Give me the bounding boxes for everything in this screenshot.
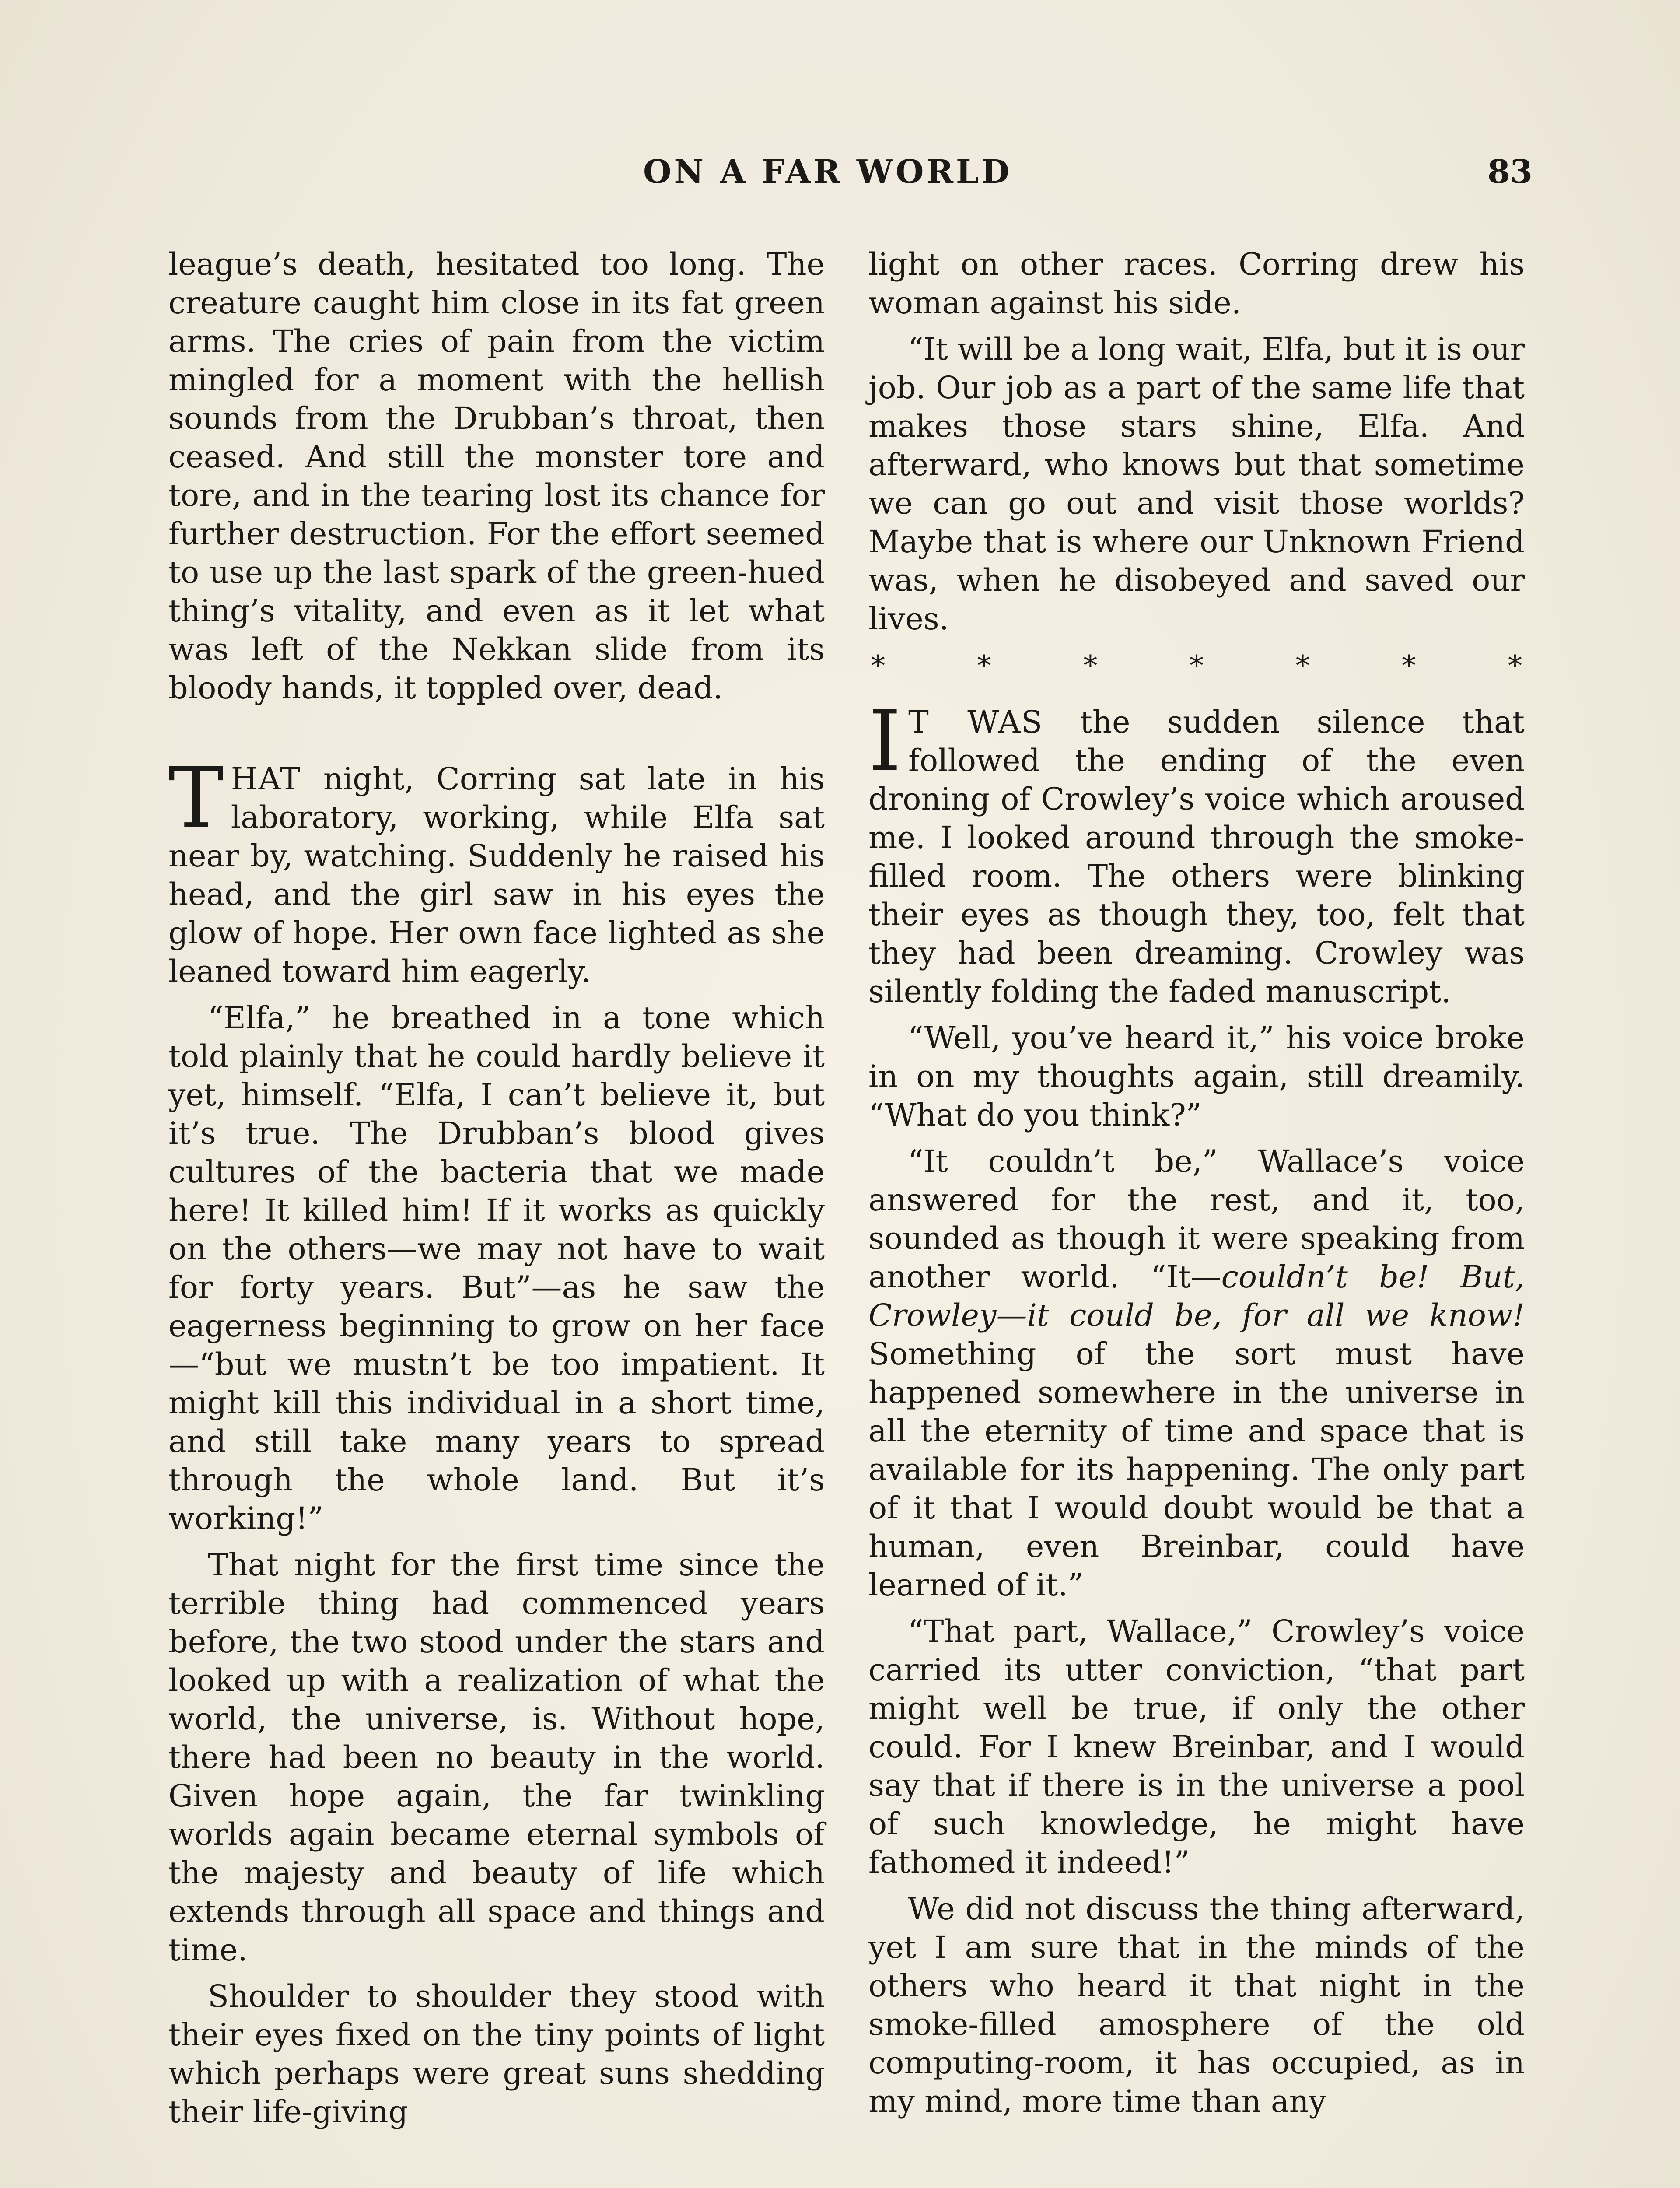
paragraph-text: Something of the sort must have happened somewhere in the universe in all the eternity of time and space that is available for its happening. The only part of it that I would doubt would be that a human, even Breinbar, could have learned of it.” <box>868 1336 1525 1603</box>
drop-cap: I <box>868 693 902 789</box>
paragraph: league’s death, hesitated too long. The creature caught him close in its fat green arms. The cries of pain from the victim mingled for a moment with the hellish sounds from the Drubban’s throat, then ceased. And still the monster tore and tore, and in the tearing lost its chance for further destruction. For the effort seemed to use up the last spark of the green-hued thing’s vitality, and even as it let what was left of the Nekkan slide from its bloody hands, it toppled over, dead. <box>168 246 825 706</box>
running-head: ON A FAR WORLD <box>643 153 1012 191</box>
paragraph-section-start <box>868 693 1525 1011</box>
drop-cap: T <box>168 750 224 846</box>
star: * <box>1189 650 1204 682</box>
paragraph-text: “It couldn’t be,” Wallace’s voice answered for the rest, and it, too, sounded as though it were speaking from another world. “It <box>868 1143 1525 1295</box>
star: * <box>1508 650 1522 682</box>
paragraph-section-start <box>168 750 825 991</box>
paragraph: We did not discuss the thing afterward, yet I am sure that in the minds of the others who heard it that night in the smoke-filled amosphere of the old computing-room, it has occupied, as in my mind, more time than any <box>868 1891 1525 2119</box>
paragraph-text: night, Corring sat late in his laboratory, working, while Elfa sat near by, watching. Suddenly he raised his head, and the girl saw in his eyes the glow of hope. Her own face lighted as she leaned toward him eagerly. <box>168 761 825 989</box>
paragraph: “It will be a long wait, Elfa, but it is our job. Our job as a part of the same life that makes those stars shine, Elfa. And afterward, who knows but that sometime we can go out and visit those worlds? Maybe that is where our Unknown Friend was, when he disobeyed and saved our lives. <box>868 331 1525 637</box>
star: * <box>1402 650 1416 682</box>
paragraph <box>868 1142 1525 1604</box>
paragraph: light on other races. Corring drew his woman against his side. <box>868 246 1525 321</box>
star: * <box>871 650 885 682</box>
paragraph: “Well, you’ve heard it,” his voice broke in on my thoughts again, still dreamily. “What do you think?” <box>868 1020 1525 1133</box>
paragraph: “That part, Wallace,” Crowley’s voice carried its utter conviction, “that part might well be true, if only the other could. For I knew Breinbar, and I would say that if there is in the universe a pool of such knowledge, he might have fathomed it indeed!” <box>868 1613 1525 1880</box>
paragraph: That night for the first time since the terrible thing had commenced years before, the two stood under the stars and looked up with a realization of what the world, the universe, is. Without hope, there had been no beauty in the world. Given hope again, the far twinkling worlds again became eternal symbols of the majesty and beauty of life which extends through all space and things and time. <box>168 1547 825 1968</box>
italic-text: —couldn’t be! But, Crowley—it could be, for all we know! <box>868 1259 1525 1333</box>
paragraph-text: the sudden silence that followed the ending of the even droning of Crowley’s voice which aroused me. I looked around through the smoke-filled room. The others were blinking their eyes as though they, too, felt that they had been dreaming. Crowley was silently folding the faded manuscript. <box>868 704 1525 1010</box>
paragraph: “Elfa,” he breathed in a tone which told plainly that he could hardly believe it yet, himself. “Elfa, I can’t believe it, but it’s true. The Drubban’s blood gives cultures of the bacteria that we made here! It killed him! If it works as quickly on the others—we may not have to wait for forty years. But”—as he saw the eagerness beginning to grow on her face—“but we mustn’t be too impatient. It might kill this individual in a short time, and still take many years to spread through the whole land. But it’s working!” <box>168 1000 825 1536</box>
star: * <box>1083 650 1098 682</box>
page-number: 83 <box>1488 153 1533 191</box>
small-caps-lead: HAT <box>231 761 301 797</box>
star: * <box>1295 650 1310 682</box>
paragraph: Shoulder to shoulder they stood with their eyes fixed on the tiny points of light which perhaps were great suns shedding their life-giving <box>168 1978 825 2130</box>
star: * <box>977 650 991 682</box>
small-caps-lead: T WAS <box>908 704 1043 740</box>
left-column <box>168 245 825 2139</box>
right-column <box>868 245 1525 2128</box>
section-break-stars <box>868 647 1525 685</box>
